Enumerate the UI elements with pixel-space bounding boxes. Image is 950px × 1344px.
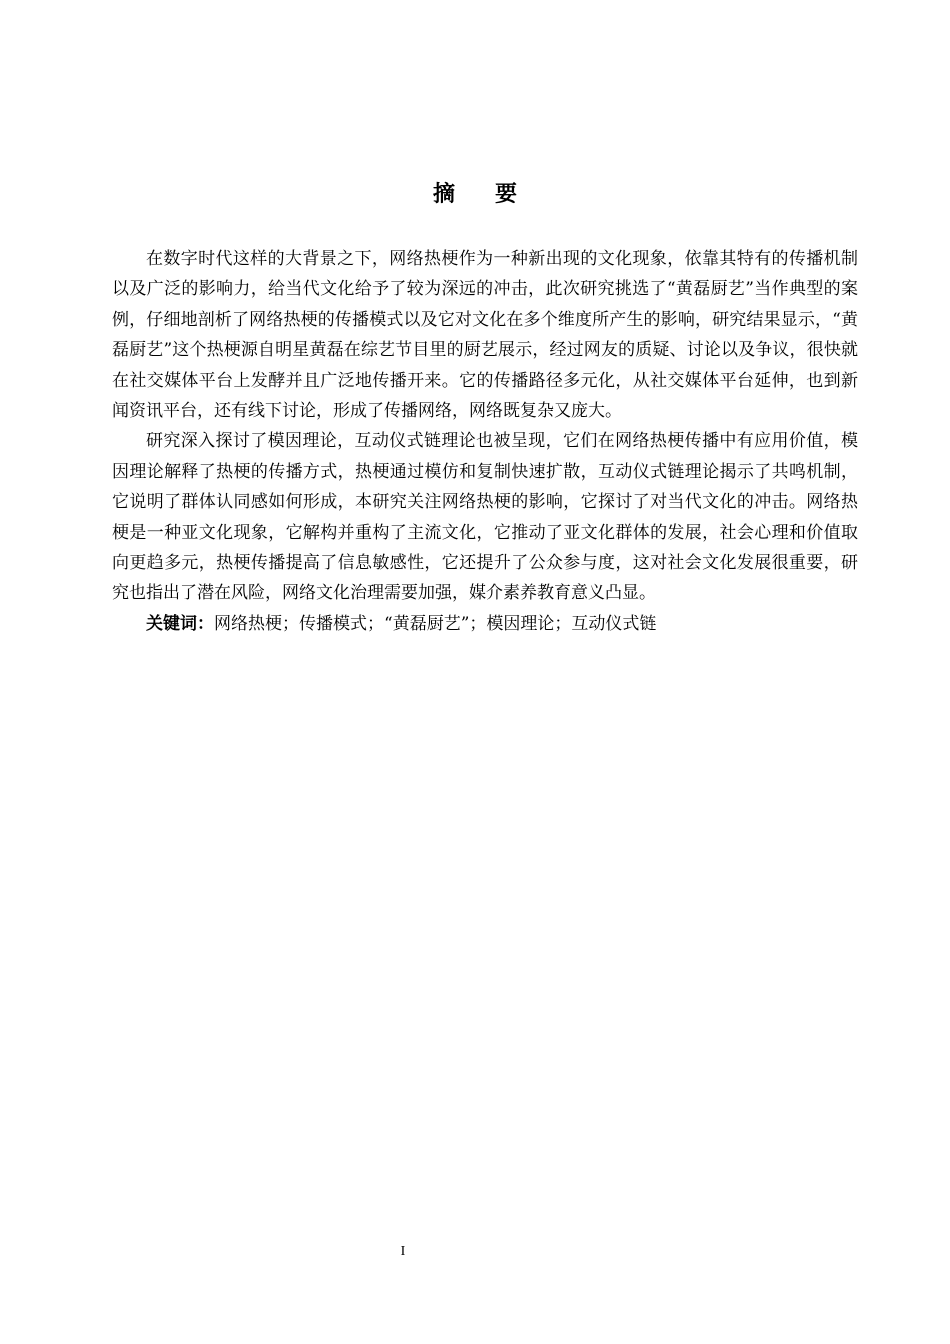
abstract-paragraph-1: 在数字时代这样的大背景之下，网络热梗作为一种新出现的文化现象，依靠其特有的传播机制以及广泛的影响力，给当代文化给予了较为深远的冲击，此次研究挑选了“黄磊厨艺”当作典型的案例，仔细地剖析了网络热梗的传播模式以及它对文化在多个维度所产生的影响，研究结果显示，“黄磊厨艺”这个热梗源自明星黄磊在综艺节目里的厨艺展示，经过网友的质疑、讨论以及争议，很快就在社交媒体平台上发酵并且广泛地传播开来。它的传播路径多元化，从社交媒体平台延伸，也到新闻资讯平台，还有线下讨论，形成了传播网络，网络既复杂又庞大。 [112, 249, 858, 422]
keywords-line [112, 609, 858, 639]
abstract-body [112, 244, 858, 639]
keywords-label: 关键词： [146, 613, 214, 634]
abstract-paragraph-2: 研究深入探讨了模因理论，互动仪式链理论也被呈现，它们在网络热梗传播中有应用价值，模因理论解释了热梗的传播方式，热梗通过模仿和复制快速扩散，互动仪式链理论揭示了共鸣机制，它说明了群体认同感如何形成，本研究关注网络热梗的影响，它探讨了对当代文化的冲击。网络热梗是一种亚文化现象，它解构并重构了主流文化，它推动了亚文化群体的发展，社会心理和价值取向更趋多元，热梗传播提高了信息敏感性，它还提升了公众参与度，这对社会文化发展很重要，研究也指出了潜在风险，网络文化治理需要加强，媒介素养教育意义凸显。 [112, 431, 858, 604]
page-title: 摘要 [432, 182, 557, 207]
page-number: I [400, 1244, 406, 1259]
keywords-text: 网络热梗；传播模式；“黄磊厨艺”；模因理论；互动仪式链 [214, 613, 657, 634]
